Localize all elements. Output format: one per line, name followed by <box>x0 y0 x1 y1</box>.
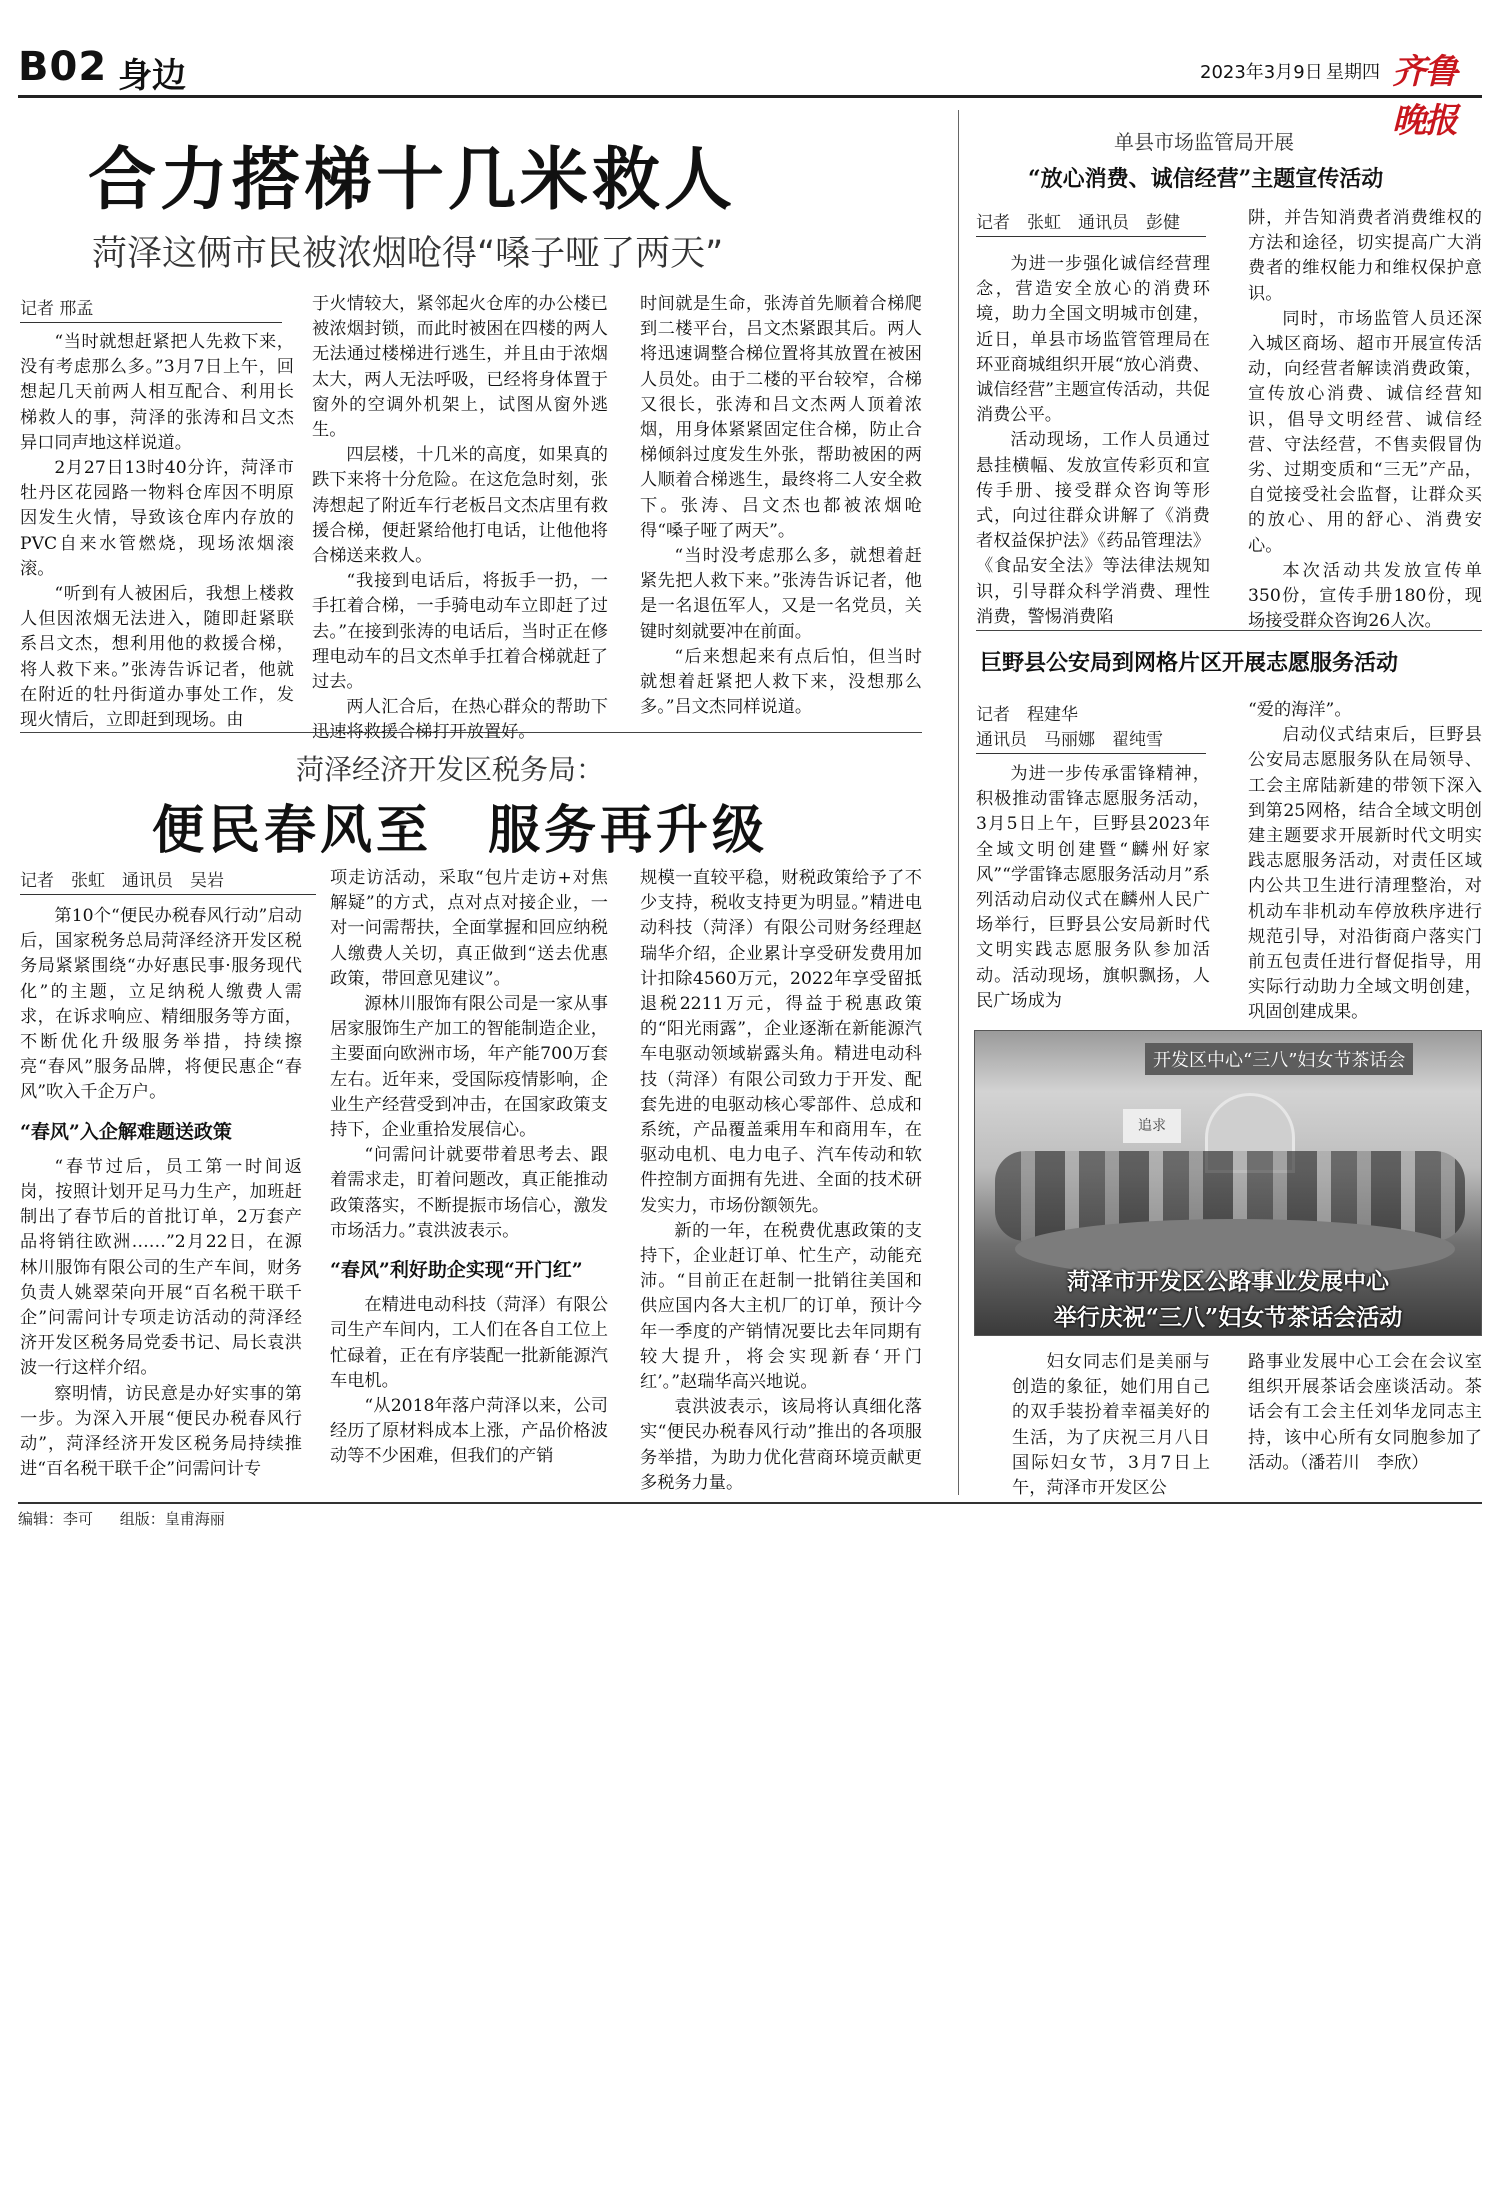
paragraph: 于火情较大，紧邻起火仓库的办公楼已被浓烟封锁，而此时被困在四楼的两人无法通过楼梯进行逃生，并且由于浓烟太大，两人无法呼吸，已经将身体置于窗外的空调外机架上，试图从窗外逃生。 <box>312 294 608 441</box>
paragraph: 袁洪波表示，该局将认真细化落实“便民办税春风行动”推出的各项服务举措，为助力优化营商环境贡献更多税务力量。 <box>640 1397 922 1493</box>
paragraph: 项走访活动，采取“包片走访+对焦解疑”的方式，点对点对接企业，一对一问需帮扶，全面掌握和回应纳税人缴费人关切，真正做到“送去优惠政策，带回意见建议”。 <box>330 868 608 989</box>
story2-subhead-2: “春风”利好助企实现“开门红” <box>330 1259 583 1282</box>
newspaper-logo: 齐鲁晚报 <box>1392 52 1456 141</box>
paragraph: “当时就想赶紧把人先救下来，没有考虑那么多。”3月7日上午，回想起几天前两人相互配合、利用长梯救人的事，菏泽的张涛和吕文杰异口同声地这样说道。 <box>20 332 294 453</box>
story4-byline-correspondents: 通讯员 马丽娜 翟纯雪 <box>976 725 1206 754</box>
paragraph: 源林川服饰有限公司是一家从事居家服饰生产加工的智能制造企业，主要面向欧洲市场，年产能700万套左右。近年来，受国际疫情影响，企业生产经营受到冲击，在国家政策支持下，企业重拾发展信心。 <box>330 994 608 1141</box>
paragraph: 2月27日13时40分许，菏泽市牡丹区花园路一物料仓库因不明原因发生火情，导致该仓库内存放的PVC自来水管燃烧，现场浓烟滚滚。 <box>20 458 294 579</box>
story3-title: “放心消费、诚信经营”主题宣传活动 <box>1028 166 1384 192</box>
story3-byline: 记者 张虹 通讯员 彭健 <box>976 208 1206 237</box>
paragraph: “从2018年落户菏泽以来，公司经历了原材料成本上涨，产品价格波动等不少困难，但我们的产销 <box>330 1396 608 1467</box>
paragraph: 活动现场，工作人员通过悬挂横幅、发放宣传彩页和宣传手册、接受群众咨询等形式，向过往群众讲解了《消费者权益保护法》《药品管理法》《食品安全法》等法律法规知识，引导群众科学消费、理性消费，警惕消费陷 <box>976 430 1210 627</box>
story5-column-2 <box>1248 1350 1482 1476</box>
paragraph: 同时，市场监管人员还深入城区商场、超市开展宣传活动，向经营者解读消费政策，宣传放心消费、诚信经营知识，倡导文明经营、诚信经营、守法经营，不售卖假冒伪劣、过期变质和“三无”产品，自觉接受社会监督，让群众买的放心、用的舒心、消费安心。 <box>1248 308 1482 556</box>
paragraph: “我接到电话后，将扳手一扔，一手扛着合梯，一手骑电动车立即赶了过去。”在接到张涛的电话后，当时正在修理电动车的吕文杰单手扛着合梯就赶了过去。 <box>312 571 608 693</box>
paragraph: 两人汇合后，在热心群众的帮助下迅速将救援合梯打开放置好。 <box>312 697 608 743</box>
story2-column-2 <box>330 866 608 1470</box>
paragraph: 四层楼，十几米的高度，如果真的跌下来将十分危险。在这危急时刻，张涛想起了附近车行老板吕文杰店里有救援合梯，便赶紧给他打电话，让他他将合梯送来救人。 <box>312 445 608 567</box>
story2-kicker: 菏泽经济开发区税务局： <box>296 753 605 786</box>
paragraph: 时间就是生命，张涛首先顺着合梯爬到二楼平台，吕文杰紧跟其后。两人将迅速调整合梯位置将其放置在被困人员处。由于二楼的平台较窄，合梯又很长，张涛和吕文杰两人顶着浓烟，用身体紧紧固定住合梯，防止合梯倾斜过度发生外张，帮助被困的两人顺着合梯逃生，最终将二人安全救下。张涛、吕文杰也都被浓烟呛得“嗓子哑了两天”。 <box>640 294 922 541</box>
section-name: 身边 <box>118 56 186 96</box>
issue-date: 2023年3月9日 <box>1200 62 1323 83</box>
paragraph: “听到有人被困后，我想上楼救人但因浓烟无法进入，随即赶紧联系吕文杰，想利用他的救援合梯，将人救下来。”张涛告诉记者，他就在附近的牡丹街道办事处工作，发现火情后，立即赶到现场。由 <box>20 584 294 731</box>
photo-banner-text: 开发区中心“三八”妇女节茶话会 <box>1145 1043 1413 1075</box>
paragraph: 在精进电动科技（菏泽）有限公司生产车间内，工人们在各自工位上忙碌着，正在有序装配一批新能源汽车电机。 <box>330 1295 608 1391</box>
story1-subtitle: 菏泽这俩市民被浓烟呛得“嗓子哑了两天” <box>92 234 724 274</box>
paragraph: 路事业发展中心工会在会议室组织开展茶话会座谈活动。茶话会有工会主任刘华龙同志主持，该中心所有女同胞参加了活动。（潘若川 李欣） <box>1248 1352 1482 1473</box>
story1-title: 合力搭梯十几米救人 <box>88 140 737 220</box>
story2-subhead-1: “春风”入企解难题送政策 <box>20 1120 232 1143</box>
paragraph: 为进一步强化诚信经营理念，营造安全放心的消费环境，助力全国文明城市创建，近日，单县市场监管管理局在环亚商城组织开展“放心消费、诚信经营”主题宣传活动，共促消费公平。 <box>976 254 1210 426</box>
paragraph: 规模一直较平稳，财税政策给予了不少支持，税收支持更为明显。”精进电动科技（菏泽）有限公司财务经理赵瑞华介绍，企业累计享受研发费用加计扣除4560万元，2022年享受留抵退税2211万元，得益于税惠政策的“阳光雨露”，企业逐渐在新能源汽车电驱动领域崭露头角。精进电动科技（菏泽）有限公司致力于开发、配套先进的电驱动核心零部件、总成和系统，产品覆盖乘用车和商用车，在驱动电机、电力电子、汽车传动和软件控制方面拥有先进、全面的技术研发实力，市场份额领先。 <box>640 868 922 1216</box>
paragraph: 第10个“便民办税春风行动”启动后，国家税务总局菏泽经济开发区税务局紧紧围绕“办好惠民事·服务现代化”的主题，立足纳税人缴费人需求，在诉求响应、精细服务等方面，不断优化升级服务举措，持续擦亮“春风”服务品牌，将便民惠企“春风”吹入千企万户。 <box>20 906 302 1103</box>
story1-column-1 <box>20 330 294 733</box>
paragraph: “问需问计就要带着思考去、跟着需求走，盯着问题改，真正能推动政策落实，不断提振市场信心，激发市场活力。”袁洪波表示。 <box>330 1145 608 1241</box>
paragraph: “后来想起来有点后怕，但当时就想着赶紧把人救下来，没想那么多。”吕文杰同样说道。 <box>640 646 922 718</box>
paragraph: 妇女同志们是美丽与创造的象征，她们用自己的双手装扮着幸福美好的生活，为了庆祝三月八日国际妇女节，3月7日上午，菏泽市开发区公 <box>1012 1352 1210 1499</box>
story4-column-2 <box>1248 698 1482 1026</box>
story4-bylines <box>976 700 1206 754</box>
paragraph: 启动仪式结束后，巨野县公安局志愿服务队在局领导、工会主席陆新建的带领下深入到第25网格，结合全域文明创建主题要求开展新时代文明实践志愿服务活动，对责任区域内公共卫生进行清理整治，对机动车非机动车停放秩序进行规范引导，对沿街商户落实门前五包责任进行督促指导，用实际行动助力全域文明创建，巩固创建成果。 <box>1248 725 1482 1023</box>
story3-kicker: 单县市场监管局开展 <box>1114 130 1294 154</box>
story2-column-3 <box>640 866 922 1496</box>
story1-byline: 记者 邢孟 <box>20 294 282 323</box>
story3-column-1 <box>976 252 1210 630</box>
page-footer <box>18 1502 1482 1529</box>
story1-column-2 <box>312 292 608 746</box>
photo-caption-line-2: 举行庆祝“三八”妇女节茶话会活动 <box>1053 1304 1403 1331</box>
story4-byline-reporter: 记者 程建华 <box>976 705 1078 725</box>
paragraph: 阱，并告知消费者消费维权的方法和途径，切实提高广大消费者的维权能力和维权保护意识。 <box>1248 208 1482 304</box>
paragraph: 本次活动共发放宣传单350份，宣传手册180份，现场接受群众咨询26人次。 <box>1248 560 1482 632</box>
column-divider <box>958 110 959 1495</box>
story2-column-1 <box>20 904 302 1482</box>
page-header <box>18 40 1482 141</box>
story1-column-3 <box>640 292 922 720</box>
story2-title: 便民春风至 服务再升级 <box>152 800 769 861</box>
section-divider <box>976 630 1482 631</box>
photo-caption-line-1: 菏泽市开发区公路事业发展中心 <box>1067 1268 1389 1295</box>
page-code: B02 <box>18 44 108 90</box>
paragraph: 为进一步传承雷锋精神，积极推动雷锋志愿服务活动，3月5日上午，巨野县2023年全域文明创建暨“麟州好家风”“学雷锋志愿服务活动月”系列活动启动仪式在麟州人民广场举行，巨野县公安局新时代文明实践志愿服务队参加活动。活动现场，旗帜飘扬，人民广场成为 <box>976 764 1210 1011</box>
story4-title: 巨野县公安局到网格片区开展志愿服务活动 <box>980 650 1399 676</box>
paragraph: “爱的海洋”。 <box>1248 700 1352 720</box>
paragraph: 察明情，访民意是办好实事的第一步。为深入开展“便民办税春风行动”，菏泽经济开发区税务局持续推进“百名税干联千企”问需问计专 <box>20 1383 302 1480</box>
paragraph: “春节过后，员工第一时间返岗，按照计划开足马力生产，加班赶制出了春节后的首批订单，2万套产品将销往欧洲……”2月22日，在源林川服饰有限公司的生产车间，财务负责人姚翠荣向开展“百名税干联千企”问需问计专项走访活动的菏泽经济开发区税务局党委书记、局长袁洪波一行这样介绍。 <box>20 1156 302 1379</box>
paragraph: 新的一年，在税费优惠政策的支持下，企业赶订单、忙生产，动能充沛。“目前正在赶制一批销往美国和供应国内各大主机厂的订单，预计今年一季度的产销情况要比去年同期有较大提升，将会实现新春‘开门红’。”赵瑞华高兴地说。 <box>640 1220 922 1393</box>
section-divider <box>20 732 922 733</box>
designer-credit: 组版：皇甫海丽 <box>119 1510 225 1528</box>
story5-column-1 <box>1012 1350 1210 1501</box>
story2-byline: 记者 张虹 通讯员 吴岩 <box>20 866 316 895</box>
wall-sign: 追求 <box>1123 1109 1181 1143</box>
news-photo <box>974 1030 1482 1336</box>
issue-weekday: 星期四 <box>1326 62 1380 83</box>
paragraph: “当时没考虑那么多，就想着赶紧先把人救下来。”张涛告诉记者，他是一名退伍军人，又是一名党员，关键时刻就要冲在前面。 <box>640 546 922 642</box>
story4-column-1 <box>976 762 1210 1014</box>
editor-credit: 编辑：李可 <box>18 1510 94 1528</box>
story3-column-2 <box>1248 206 1482 634</box>
